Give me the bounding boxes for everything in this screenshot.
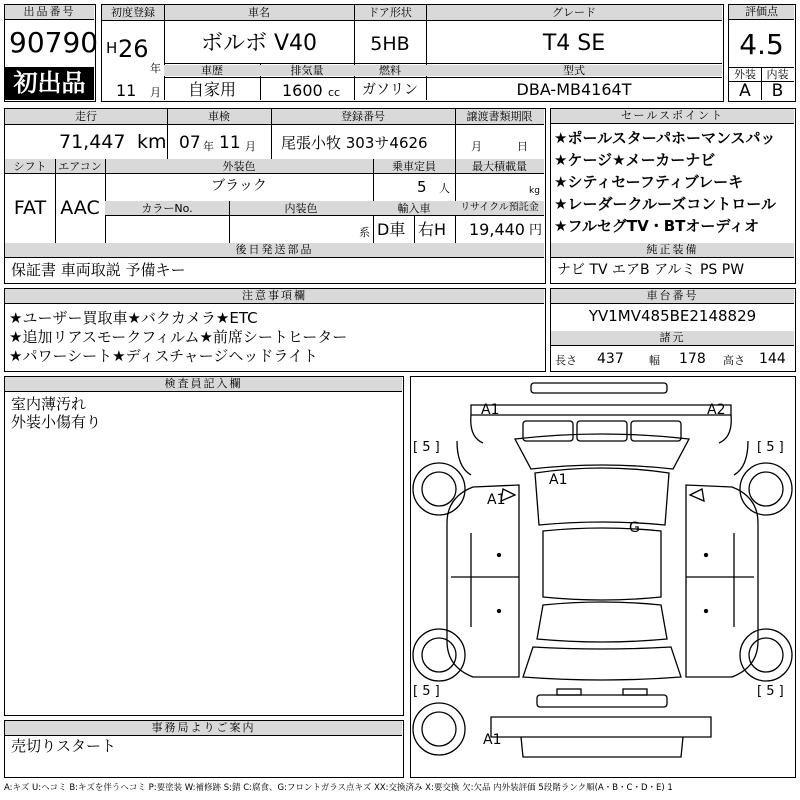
- chassis-label: 車台番号: [551, 289, 794, 304]
- car-name: ボルボ V40: [200, 31, 318, 56]
- transfer-month-unit: 月: [471, 140, 482, 153]
- insp-month-unit: 月: [245, 140, 256, 153]
- width-label: 幅: [649, 354, 660, 367]
- door-label: ドア形状: [368, 6, 412, 19]
- reg-month: 11: [116, 81, 137, 100]
- displacement: 1600: [282, 81, 323, 100]
- length: 437: [597, 351, 624, 367]
- equipment: ナビ TV エアB アルミ PS PW: [557, 262, 745, 278]
- load-label: 最大積載量: [472, 160, 527, 173]
- model-label: 型式: [426, 65, 722, 76]
- tire-front-right: [ 5 ]: [757, 440, 784, 455]
- equip-label: 純正装備: [551, 243, 794, 258]
- height-label: 高さ: [723, 354, 745, 367]
- ac: AAC: [60, 197, 100, 219]
- notes-label: 注意事項欄: [5, 289, 544, 304]
- displacement-label: 排気量: [260, 65, 354, 76]
- grade: T4 SE: [542, 31, 606, 56]
- sales-points-label: セールスポイント: [551, 109, 794, 124]
- score-box: [728, 4, 796, 102]
- recycle: 19,440: [469, 220, 525, 239]
- mileage: 71,447: [59, 131, 126, 153]
- insp-year-unit: 年: [203, 140, 214, 153]
- sales-points-box: [550, 108, 796, 284]
- recycle-label: リサイクル預託金: [460, 202, 539, 213]
- lot-label: 出品番号: [5, 5, 94, 20]
- inspector-box: [4, 376, 404, 716]
- int-grade: B: [771, 81, 784, 101]
- ext-grade: A: [739, 81, 751, 101]
- history: 自家用: [187, 80, 236, 99]
- reg-label: 登録番号: [341, 110, 385, 123]
- header-box: [101, 4, 724, 102]
- ext-label: 外装: [734, 68, 756, 81]
- mark-roof: A1: [549, 472, 568, 488]
- tire-front-left: [ 5 ]: [413, 440, 440, 455]
- shift: FAT: [13, 197, 47, 219]
- import-type: D車: [377, 220, 406, 239]
- sales-point-5: ★フルセグTV・BTオーディオ: [554, 217, 760, 235]
- tire-rear-right: [ 5 ]: [757, 684, 784, 699]
- sales-point-4: ★レーダークルーズコントロール: [554, 195, 776, 213]
- inspector-label: 検査員記入欄: [5, 377, 402, 392]
- score: 4.5: [739, 28, 784, 61]
- model: DBA-MB4164T: [516, 80, 632, 99]
- note-line-3: ★パワーシート★ディスチャージヘッドライト: [9, 347, 318, 365]
- later-parts: 保証書 車両取説 予備キー: [11, 261, 186, 279]
- capacity: 5: [417, 178, 427, 196]
- first-listing-badge: 初出品: [5, 67, 94, 100]
- length-label: 長さ: [555, 354, 577, 367]
- mileage-unit: km: [137, 131, 167, 153]
- mark-rear-left: A1: [483, 732, 502, 748]
- mark-front-left: A1: [481, 402, 500, 418]
- width: 178: [679, 351, 706, 367]
- inspector-line-2: 外装小傷有り: [11, 413, 102, 431]
- height: 144: [759, 351, 786, 367]
- sales-point-2: ★ケージ★メーカーナビ: [554, 151, 716, 169]
- insp-year: 07: [179, 133, 201, 153]
- note-line-2: ★追加リアスモークフィルム★前席シートヒーター: [9, 328, 348, 346]
- car-name-label: 車名: [248, 6, 270, 19]
- load-unit: kg: [529, 186, 540, 196]
- import-label: 輸入車: [397, 202, 431, 215]
- era: H: [106, 39, 118, 57]
- notes-box: [4, 288, 546, 372]
- chassis-box: [550, 288, 796, 372]
- capacity-unit: 人: [439, 182, 450, 195]
- mark-glass: G: [629, 520, 640, 536]
- inspector-line-1: 室内薄汚れ: [11, 395, 87, 413]
- history-label: 車歴: [164, 65, 260, 76]
- lot-box: [4, 4, 99, 102]
- later-parts-label: 後日発送部品: [5, 243, 544, 258]
- color-no-label: カラーNo.: [141, 202, 193, 215]
- mark-left-door: A1: [487, 492, 506, 508]
- tire-rear-left: [ 5 ]: [413, 684, 440, 699]
- car-diagram: [411, 377, 794, 776]
- vehicle-info-box: [4, 108, 546, 284]
- door-type: 5HB: [370, 33, 410, 55]
- transfer-day-unit: 日: [517, 140, 528, 153]
- reg-year: 26: [118, 35, 149, 63]
- capacity-label: 乗車定員: [392, 160, 436, 173]
- sales-point-3: ★シティセーフティブレーキ: [554, 173, 744, 191]
- recycle-unit: 円: [529, 223, 543, 238]
- interior-color-suffix: 系: [359, 226, 370, 239]
- note-line-1: ★ユーザー買取車★バクカメラ★ETC: [9, 309, 258, 327]
- first-reg-label: 初度登録: [111, 6, 155, 19]
- interior-color-label: 内装色: [284, 202, 318, 215]
- shift-label: シフト: [13, 160, 47, 173]
- steering: 右H: [418, 220, 447, 239]
- mileage-label: 走行: [75, 110, 97, 123]
- color: ブラック: [211, 178, 267, 194]
- displacement-unit: cc: [328, 86, 341, 99]
- color-label: 外装色: [222, 160, 256, 173]
- insp-month: 11: [219, 133, 241, 153]
- grade-label: グレード: [552, 6, 596, 19]
- fuel: ガソリン: [362, 82, 418, 98]
- legend: A:キズ U:ヘコミ B:キズを伴うヘコミ P:要塗装 W:補修跡 S:錆 C:腐食、G:フロントガラス点キズ XX:交換済み X:要交換 欠:欠品 内外装評価 5段階ランク順(A・B・C・D・E) 1: [4, 783, 673, 793]
- year-unit: 年: [150, 62, 161, 75]
- month-unit: 月: [150, 86, 161, 99]
- fuel-label: 燃料: [354, 65, 426, 76]
- transfer-label: 譲渡書類期限: [466, 110, 533, 123]
- lot-number: 90790: [9, 26, 99, 59]
- office-text: 売切りスタート: [11, 737, 117, 755]
- vin: YV1MV485BE2148829: [588, 307, 757, 325]
- office-label: 事務局よりご案内: [5, 721, 402, 736]
- reg-number: 尾張小牧 303サ4626: [281, 134, 428, 152]
- ac-label: エアコン: [58, 160, 102, 173]
- office-box: [4, 720, 404, 778]
- car-diagram-box: [410, 376, 796, 778]
- int-label: 内装: [766, 68, 789, 81]
- score-label: 評価点: [729, 5, 794, 20]
- inspection-label: 車検: [208, 110, 230, 123]
- dims-label: 諸元: [551, 331, 794, 346]
- sales-point-1: ★ポールスターパホーマンスパッ: [554, 129, 776, 147]
- mark-front-right: A2: [707, 402, 726, 418]
